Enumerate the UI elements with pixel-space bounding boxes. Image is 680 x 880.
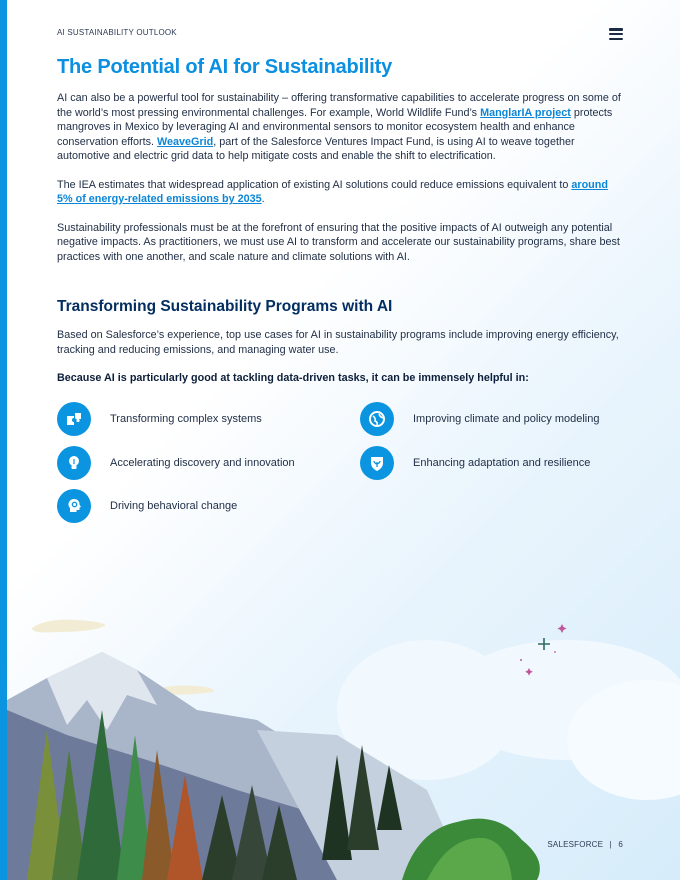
lightbulb-icon: [57, 446, 91, 480]
page-number: 6: [618, 840, 623, 849]
main-content: [57, 56, 623, 532]
shield-icon: [360, 446, 394, 480]
list-item: Driving behavioral change: [57, 489, 237, 523]
use-case-list: [57, 402, 623, 532]
section-title-potential: The Potential of AI for Sustainability: [57, 56, 393, 78]
menu-icon[interactable]: [609, 28, 623, 40]
list-item: Transforming complex systems: [57, 402, 262, 436]
head-gear-icon: [57, 489, 91, 523]
manglaria-project-link[interactable]: ManglarIA project: [480, 106, 571, 119]
landscape-illustration: [7, 560, 680, 880]
paragraph-intro: AI can also be a powerful tool for sustainability – offering transformative capabilities to accelerate progress on some of the world’s most pressing environmental challenges. For example, World Wildlife Fund’s ManglarIA project protects mangroves in Mexico by leveraging AI and environmental sensors to monitor ecosystem health and enhance conservation efforts. WeaveGrid, part of the Salesforce Ventures Impact Fund, is using AI to weave together automotive and electric grid data to help mitigate costs and enable the shift to electrification.: [57, 92, 621, 162]
list-item: Improving climate and policy modeling: [360, 402, 599, 436]
footer-brand: SALESFORCE: [547, 840, 604, 849]
running-head: AI SUSTAINABILITY OUTLOOK: [57, 28, 177, 37]
footer-separator: |: [609, 840, 612, 849]
list-item: Accelerating discovery and innovation: [57, 446, 295, 480]
paragraph-use-cases: Based on Salesforce’s experience, top use cases for AI in sustainability programs include improving energy efficiency, tracking and reducing emissions, and managing water use.: [57, 329, 619, 356]
list-item: Enhancing adaptation and resilience: [360, 446, 590, 480]
globe-icon: [360, 402, 394, 436]
puzzle-icon: [57, 402, 91, 436]
page-footer: [547, 840, 623, 849]
paragraph-helpful-in: Because AI is particularly good at tackling data-driven tasks, it can be immensely helpful in:: [57, 372, 529, 384]
left-accent-bar: [0, 0, 7, 880]
paragraph-practitioners: Sustainability professionals must be at the forefront of ensuring that the positive impacts of AI outweigh any potential negative impacts. As practitioners, we must use AI to transform and accelerate our sustainability programs, share best practices with one another, and scale nature and climate solutions with AI.: [57, 221, 620, 263]
iea-emissions-link[interactable]: around 5% of energy-related emissions by 2035: [57, 178, 608, 205]
paragraph-iea: The IEA estimates that widespread application of existing AI solutions could reduce emissions equivalent to around 5% of energy-related emissions by 2035.: [57, 178, 608, 205]
section-title-transforming: Transforming Sustainability Programs with AI: [57, 298, 393, 315]
weavegrid-link[interactable]: WeaveGrid: [157, 135, 214, 148]
